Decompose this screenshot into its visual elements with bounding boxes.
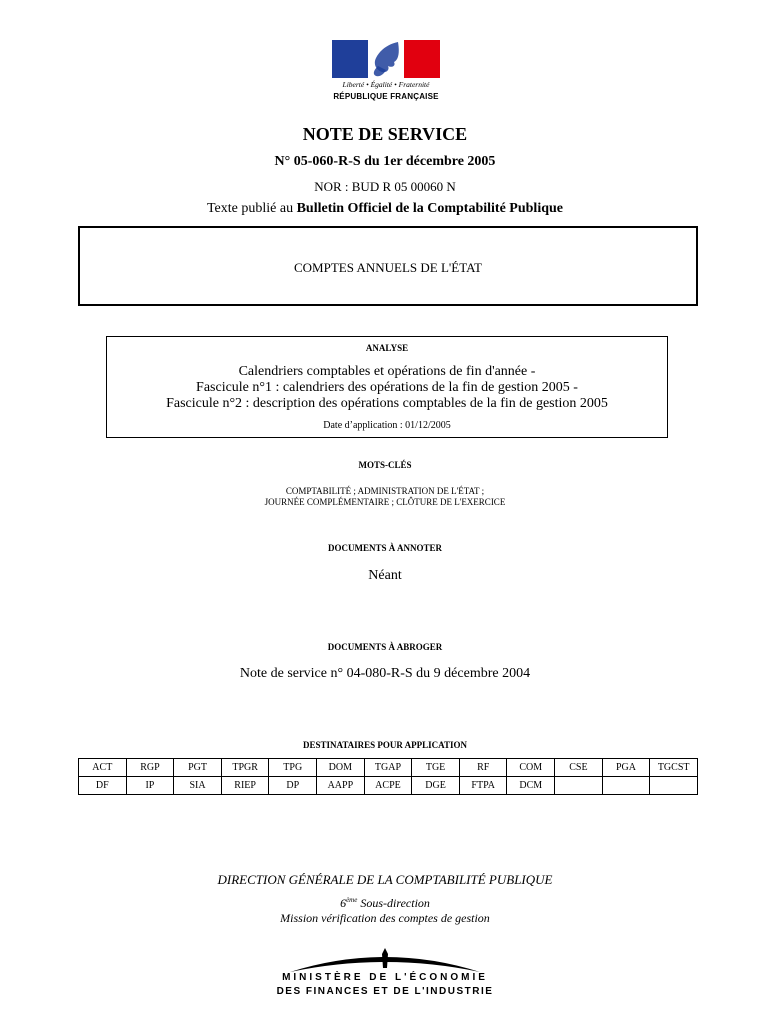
mots-cles-line: JOURNÉE COMPLÉMENTAIRE ; CLÔTURE DE L'EXERCICE bbox=[264, 497, 506, 507]
republic-logo bbox=[330, 40, 442, 104]
analyse-heading: ANALYSE bbox=[365, 343, 409, 353]
annoter-value: Néant bbox=[368, 568, 402, 583]
table-cell: RIEP bbox=[221, 777, 269, 795]
nor-reference: NOR : BUD R 05 00060 N bbox=[314, 179, 456, 194]
abroger-heading: DOCUMENTS À ABROGER bbox=[327, 642, 443, 652]
analyse-line: Fascicule n°2 : description des opérations comptables de la fin de gestion 2005 bbox=[166, 396, 608, 411]
destinataires-heading: DESTINATAIRES POUR APPLICATION bbox=[302, 740, 468, 750]
ministry-arc-icon bbox=[285, 948, 485, 974]
table-cell bbox=[555, 777, 603, 795]
table-cell: TPGR bbox=[221, 759, 269, 777]
table-cell: FTPA bbox=[459, 777, 507, 795]
table-cell: TPG bbox=[269, 759, 317, 777]
table-cell bbox=[602, 777, 650, 795]
table-cell: PGA bbox=[602, 759, 650, 777]
table-cell: RGP bbox=[126, 759, 174, 777]
subject-box bbox=[78, 226, 698, 306]
annoter-heading: DOCUMENTS À ANNOTER bbox=[327, 543, 442, 553]
analyse-box bbox=[106, 336, 668, 438]
analyse-line: Calendriers comptables et opérations de fin d'année - bbox=[238, 364, 536, 379]
table-cell: DCM bbox=[507, 777, 555, 795]
table-cell: TGE bbox=[412, 759, 460, 777]
publication-prefix: Texte publié au bbox=[206, 201, 297, 216]
document-number: N° 05-060-R-S du 1er décembre 2005 bbox=[274, 154, 496, 169]
marianne-flag-icon bbox=[332, 40, 440, 78]
table-row bbox=[79, 759, 698, 777]
mission-line: Mission vérification des comptes de gestion bbox=[280, 911, 490, 925]
table-cell: IP bbox=[126, 777, 174, 795]
table-cell: RF bbox=[459, 759, 507, 777]
table-cell: DOM bbox=[317, 759, 365, 777]
table-cell: AAPP bbox=[317, 777, 365, 795]
table-cell: DGE bbox=[412, 777, 460, 795]
document-title: NOTE DE SERVICE bbox=[302, 124, 468, 144]
republic-name: RÉPUBLIQUE FRANÇAISE bbox=[333, 92, 439, 101]
table-cell: COM bbox=[507, 759, 555, 777]
destinataires-table bbox=[78, 758, 698, 795]
sous-direction-label: Sous-direction bbox=[357, 896, 430, 910]
table-cell: TGAP bbox=[364, 759, 412, 777]
table-cell: DP bbox=[269, 777, 317, 795]
table-row bbox=[79, 777, 698, 795]
table-cell: CSE bbox=[555, 759, 603, 777]
ministry-name-line2: DES FINANCES ET DE L'INDUSTRIE bbox=[276, 986, 494, 997]
table-cell: TGCST bbox=[650, 759, 698, 777]
publication-bulletin: Bulletin Officiel de la Comptabilité Publique bbox=[296, 201, 563, 216]
republic-motto: Liberté • Égalité • Fraternité bbox=[342, 80, 430, 89]
analyse-line: Fascicule n°1 : calendriers des opérations de la fin de gestion 2005 - bbox=[196, 380, 578, 395]
table-cell: PGT bbox=[174, 759, 222, 777]
table-cell: SIA bbox=[174, 777, 222, 795]
sous-direction-suffix: ème bbox=[346, 896, 358, 904]
sous-direction bbox=[0, 896, 770, 911]
mots-cles-heading: MOTS-CLÉS bbox=[358, 460, 412, 470]
table-cell: ACT bbox=[79, 759, 127, 777]
table-cell: DF bbox=[79, 777, 127, 795]
direction-generale: DIRECTION GÉNÉRALE DE LA COMPTABILITÉ PUBLIQUE bbox=[217, 872, 553, 887]
table-cell: ACPE bbox=[364, 777, 412, 795]
subject-text: COMPTES ANNUELS DE L'ÉTAT bbox=[294, 260, 482, 275]
date-application: Date d’application : 01/12/2005 bbox=[323, 420, 451, 431]
mots-cles-line: COMPTABILITÉ ; ADMINISTRATION DE L'ÉTAT ; bbox=[285, 486, 485, 496]
abroger-value: Note de service n° 04-080-R-S du 9 décembre 2004 bbox=[239, 666, 531, 681]
publication-line bbox=[0, 201, 770, 217]
table-cell bbox=[650, 777, 698, 795]
ministry-name-line1: MINISTÈRE DE L'ÉCONOMIE bbox=[282, 972, 488, 983]
sous-direction-number: 6 bbox=[340, 896, 347, 910]
